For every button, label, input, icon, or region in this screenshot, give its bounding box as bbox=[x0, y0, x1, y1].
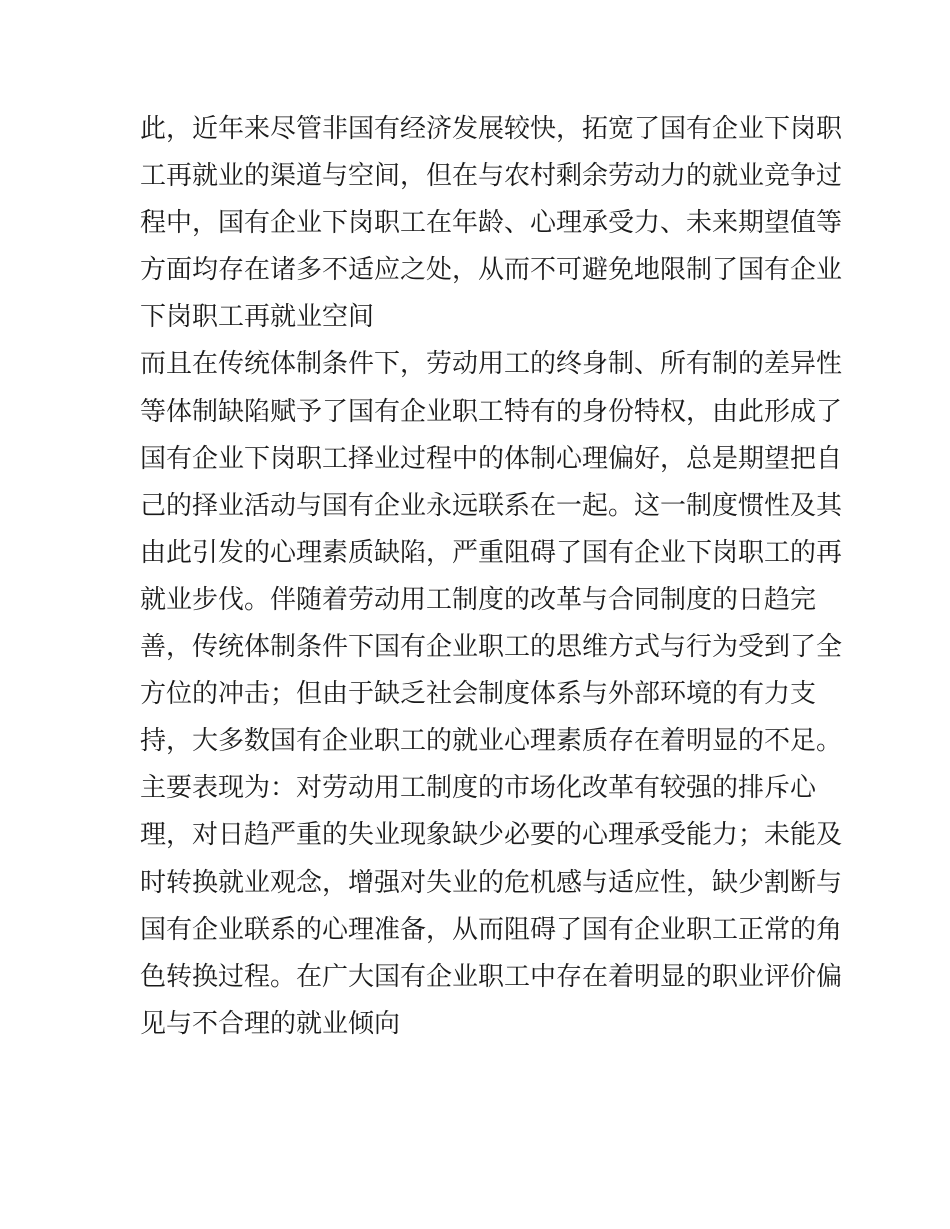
text-line: 持，大多数国有企业职工的就业心理素质存在着明显的不足。 bbox=[140, 726, 843, 757]
text-line: 己的择业活动与国有企业永远联系在一起。这一制度惯性及其 bbox=[140, 490, 843, 521]
text-line: 程中，国有企业下岗职工在年龄、心理承受力、未来期望值等 bbox=[140, 208, 843, 239]
text-line: 而且在传统体制条件下，劳动用工的终身制、所有制的差异性 bbox=[140, 349, 843, 380]
text-line: 方位的冲击；但由于缺乏社会制度体系与外部环境的有力支 bbox=[140, 679, 817, 710]
text-line: 由此引发的心理素质缺陷，严重阻碍了国有企业下岗职工的再 bbox=[140, 537, 843, 568]
text-line: 主要表现为：对劳动用工制度的市场化改革有较强的排斥心 bbox=[140, 773, 817, 804]
text-line: 理，对日趋严重的失业现象缺少必要的心理承受能力；未能及 bbox=[140, 820, 843, 851]
text-line: 工再就业的渠道与空间，但在与农村剩余劳动力的就业竞争过 bbox=[140, 161, 843, 192]
text-line: 色转换过程。在广大国有企业职工中存在着明显的职业评价偏 bbox=[140, 961, 843, 992]
text-line: 方面均存在诸多不适应之处，从而不可避免地限制了国有企业 bbox=[140, 255, 843, 286]
text-line: 等体制缺陷赋予了国有企业职工特有的身份特权，由此形成了 bbox=[140, 396, 843, 427]
text-line: 时转换就业观念，增强对失业的危机感与适应性，缺少割断与 bbox=[140, 867, 843, 898]
body-text bbox=[140, 106, 843, 1048]
text-line: 善，传统体制条件下国有企业职工的思维方式与行为受到了全 bbox=[140, 632, 843, 663]
paragraph-1 bbox=[140, 106, 843, 341]
text-line: 见与不合理的就业倾向 bbox=[140, 1008, 401, 1039]
text-line: 此，近年来尽管非国有经济发展较快，拓宽了国有企业下岗职 bbox=[140, 114, 843, 144]
paragraph-2 bbox=[140, 341, 843, 1047]
text-line: 下岗职工再就业空间 bbox=[140, 302, 375, 333]
text-line: 国有企业下岗职工择业过程中的体制心理偏好，总是期望把自 bbox=[140, 443, 843, 474]
text-line: 国有企业联系的心理准备，从而阻碍了国有企业职工正常的角 bbox=[140, 914, 843, 945]
text-line: 就业步伐。伴随着劳动用工制度的改革与合同制度的日趋完 bbox=[140, 584, 817, 615]
